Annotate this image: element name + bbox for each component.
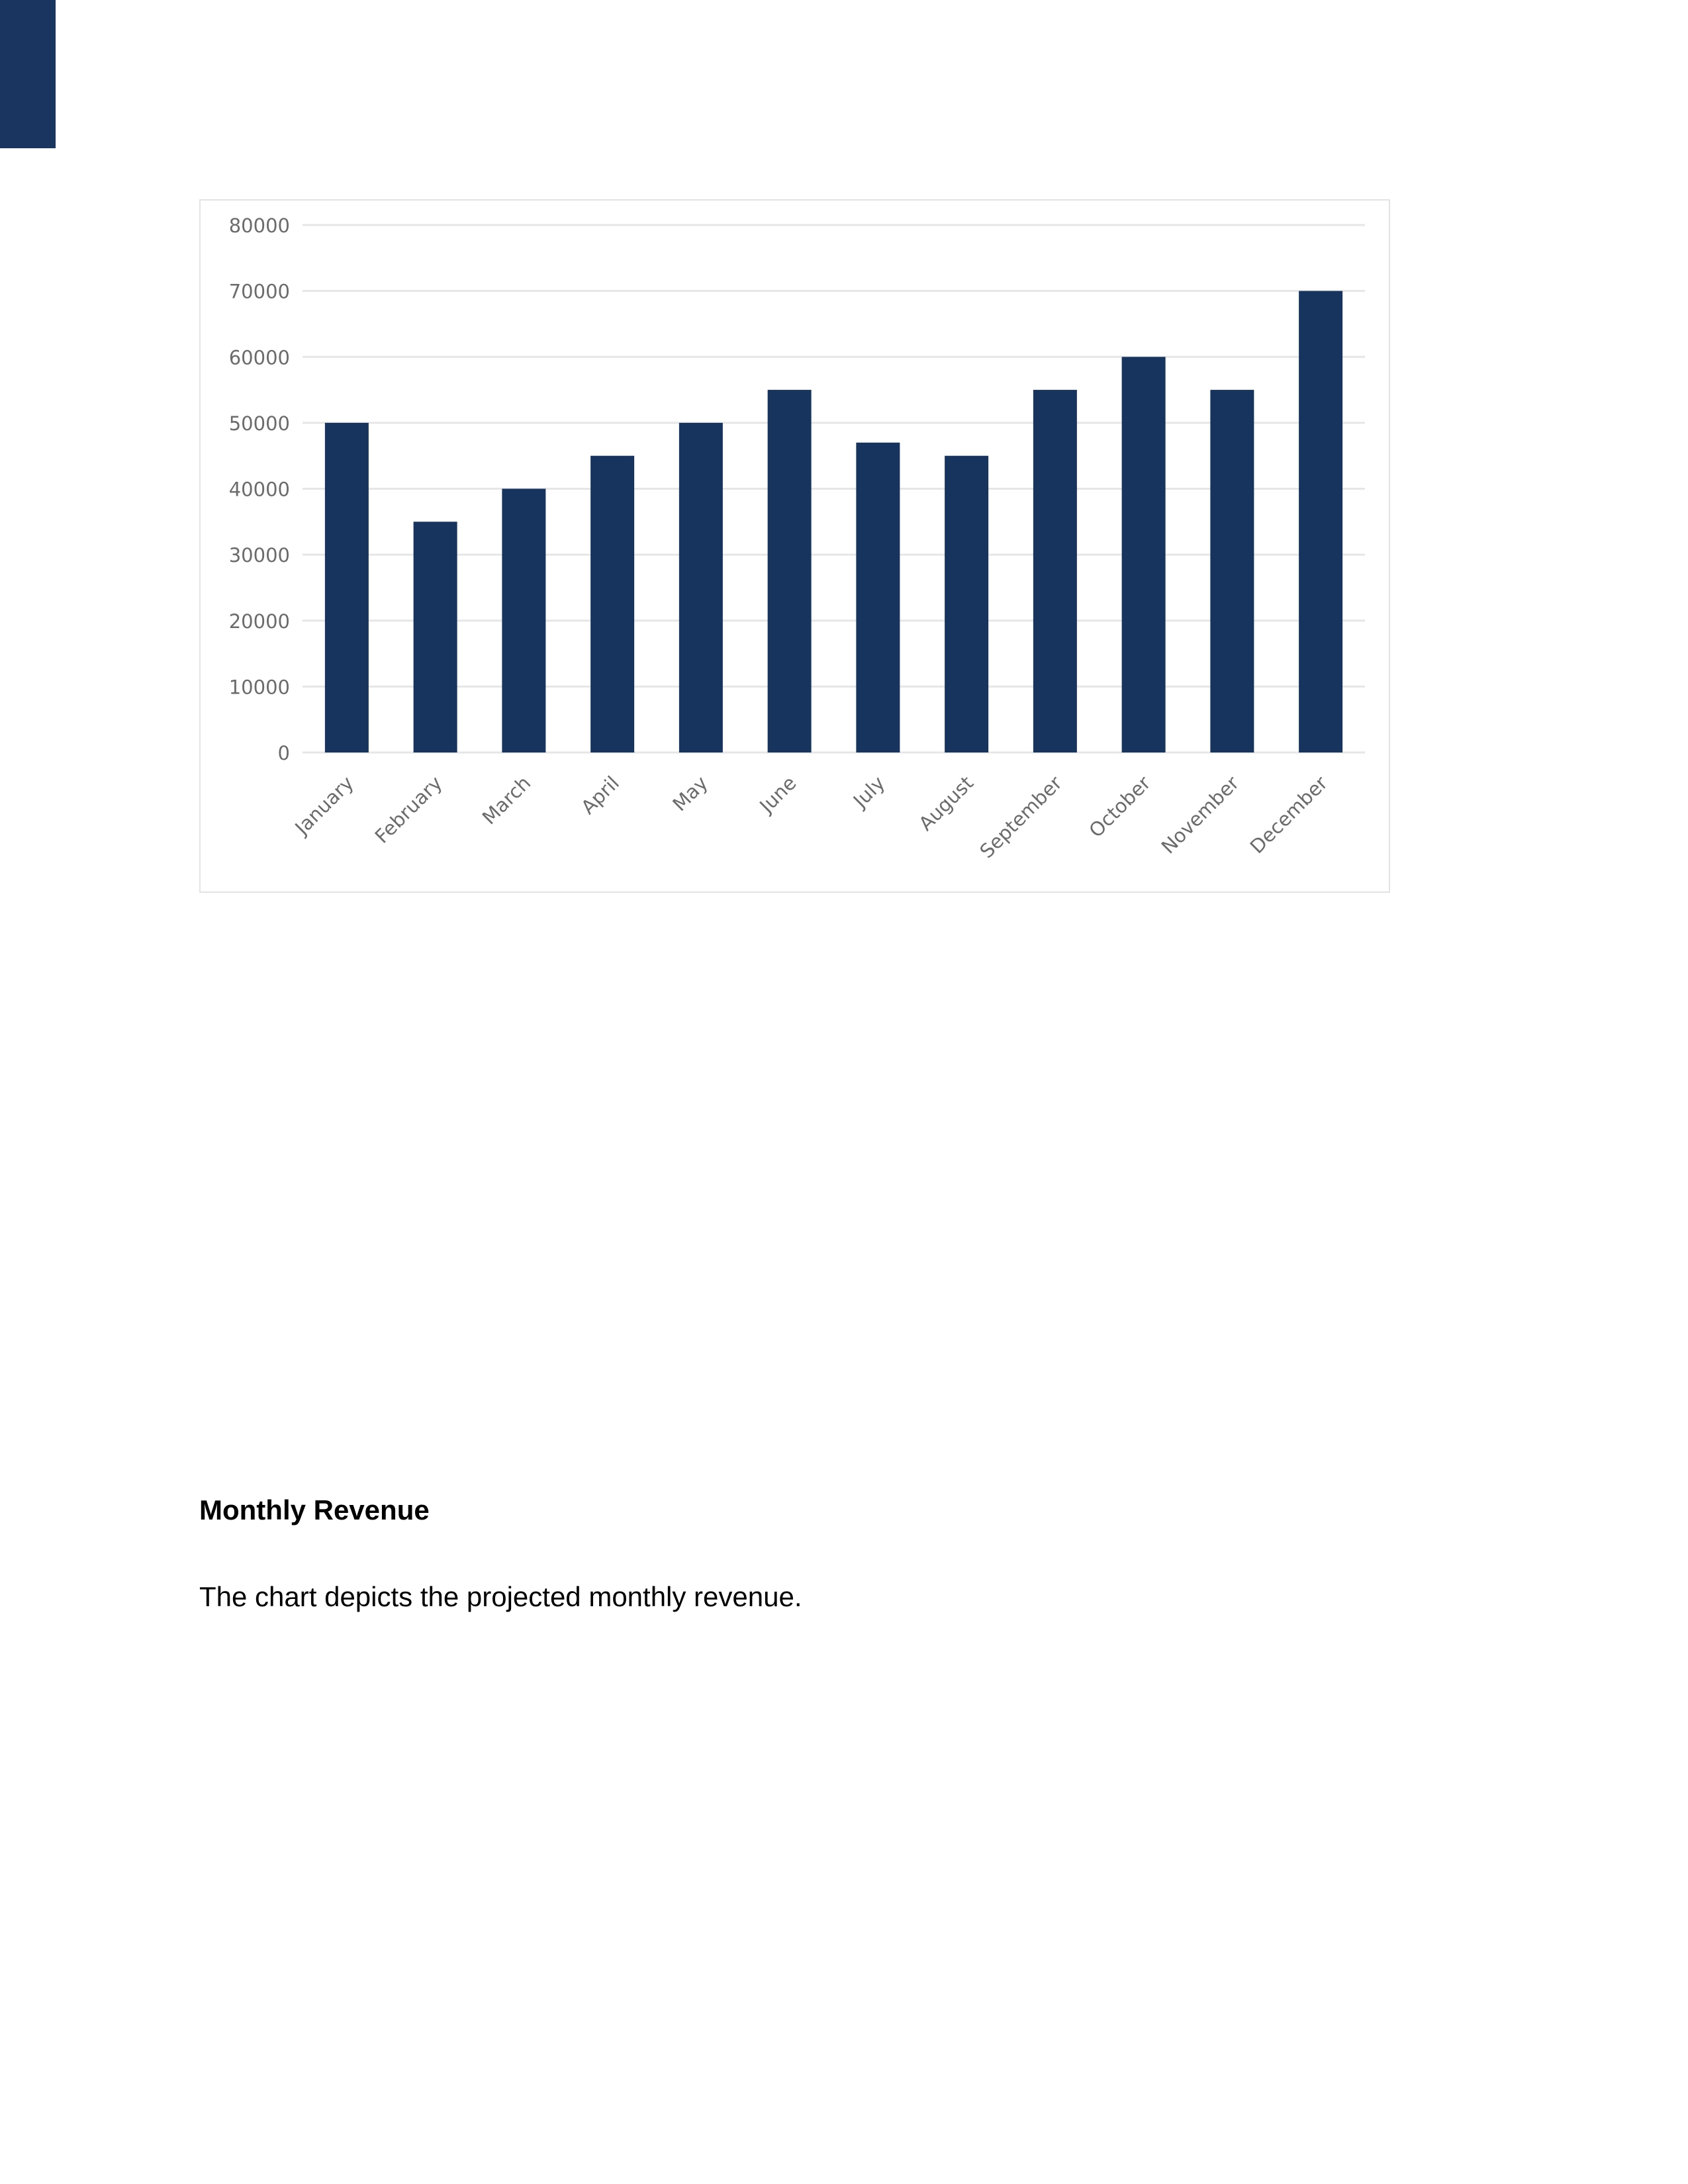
bar-june xyxy=(768,390,812,752)
x-tick-label: July xyxy=(849,771,890,812)
revenue-chart xyxy=(199,199,1390,893)
x-tick-label: May xyxy=(668,771,712,816)
x-tick-label: February xyxy=(370,771,447,848)
y-tick-label: 30000 xyxy=(228,544,290,567)
y-tick-label: 60000 xyxy=(228,346,290,369)
y-tick-label: 40000 xyxy=(228,478,290,501)
bar-august xyxy=(945,456,988,752)
x-tick-label: April xyxy=(577,771,624,819)
bar-chart-svg xyxy=(201,201,1389,891)
y-tick-label: 10000 xyxy=(228,676,290,699)
chart-description: The chart depicts the projected monthly revenue. xyxy=(199,1581,802,1612)
x-tick-label: September xyxy=(975,771,1066,863)
section-heading: Monthly Revenue xyxy=(199,1494,430,1525)
x-tick-label: October xyxy=(1084,771,1155,842)
x-tick-label: January xyxy=(291,771,358,839)
bar-march xyxy=(502,489,545,753)
bar-december xyxy=(1299,291,1342,752)
y-tick-label: 50000 xyxy=(228,412,290,435)
bar-july xyxy=(856,443,900,752)
x-tick-label: August xyxy=(914,771,978,835)
y-tick-label: 80000 xyxy=(228,214,290,237)
bar-january xyxy=(325,423,369,752)
x-tick-label: June xyxy=(755,771,801,817)
bar-february xyxy=(414,522,457,752)
corner-accent-block xyxy=(0,0,56,148)
y-tick-label: 0 xyxy=(277,742,290,764)
x-tick-label: November xyxy=(1156,771,1244,858)
x-tick-label: March xyxy=(477,771,536,829)
bar-november xyxy=(1210,390,1254,752)
x-tick-label: December xyxy=(1245,771,1333,858)
y-tick-label: 20000 xyxy=(228,610,290,633)
bar-october xyxy=(1122,357,1166,752)
bar-september xyxy=(1033,390,1077,752)
bar-may xyxy=(679,423,723,752)
y-tick-label: 70000 xyxy=(228,280,290,303)
bar-april xyxy=(590,456,634,752)
